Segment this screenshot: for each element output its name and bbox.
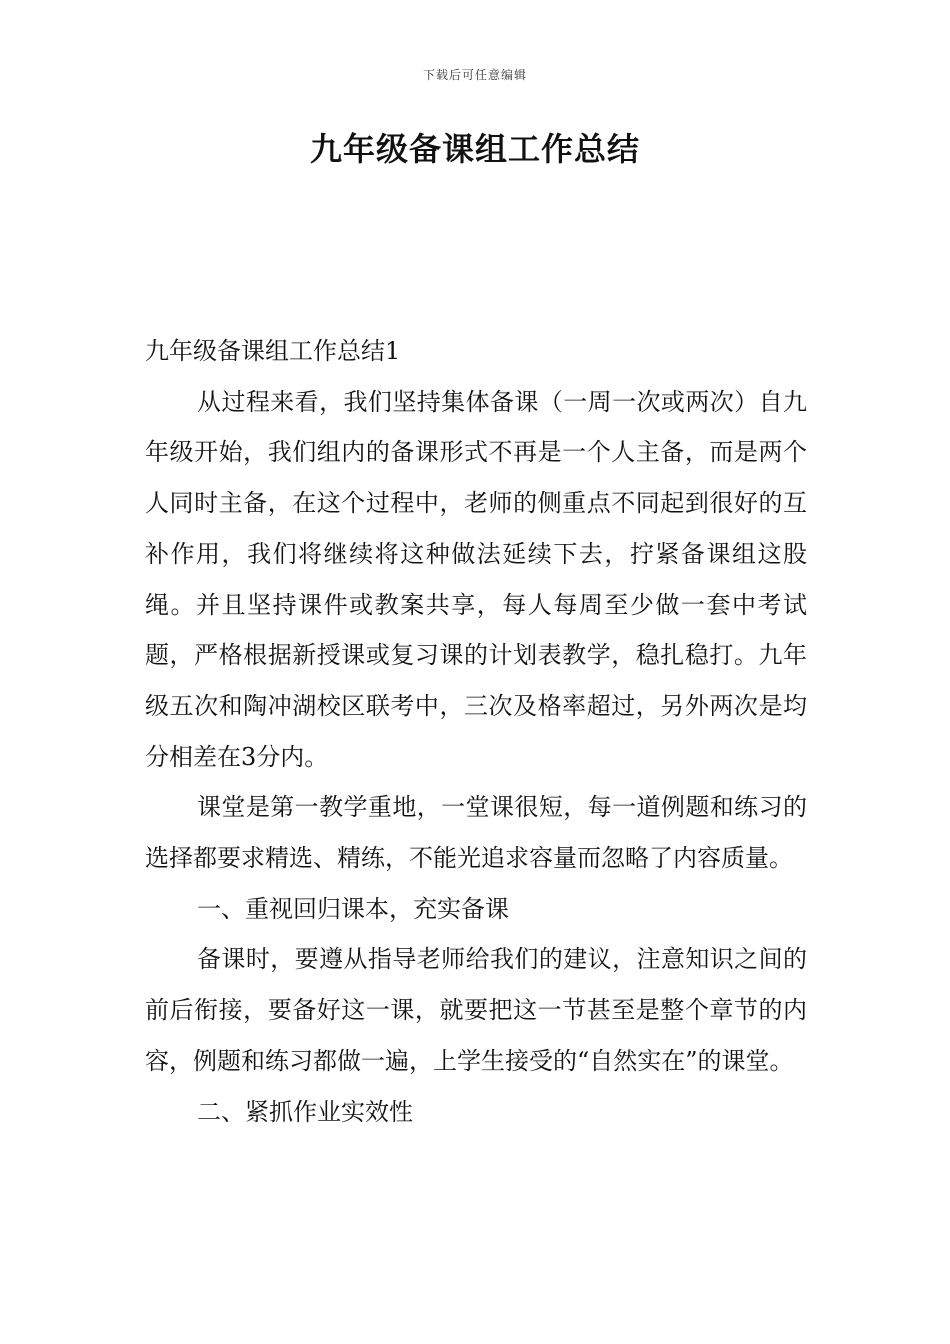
subheading: 一、重视回归课本，充实备课 (197, 894, 509, 923)
paragraph: 课堂是第一教学重地，一堂课很短，每一道例题和练习的选择都要求精选、精练，不能光追求容量而忽略了内容质量。 (145, 793, 807, 873)
header-note: 下载后可任意编辑 (422, 68, 527, 82)
section-heading: 九年级备课组工作总结1 (145, 337, 401, 365)
subheading: 二、紧抓作业实效性 (197, 1097, 413, 1126)
document-body (145, 326, 807, 1137)
paragraph: 备课时，要遵从指导老师给我们的建议，注意知识之间的前后衔接，要备好这一课，就要把这一节甚至是整个章节的内容，例题和练习都做一遍，上学生接受的“自然实在”的课堂。 (145, 945, 807, 1075)
paragraph: 从过程来看，我们坚持集体备课（一周一次或两次）自九年级开始，我们组内的备课形式不再是一个人主备，而是两个人同时主备，在这个过程中，老师的侧重点不同起到很好的互补作用，我们将继续将这种做法延续下去，拧紧备课组这股绳。并且坚持课件或教案共享，每人每周至少做一套中考试题，严格根据新授课或复习课的计划表教学，稳扎稳打。九年级五次和陶冲湖校区联考中，三次及格率超过，另外两次是均分相差在3分内。 (145, 387, 807, 771)
document-title: 九年级备课组工作总结 (309, 130, 640, 168)
